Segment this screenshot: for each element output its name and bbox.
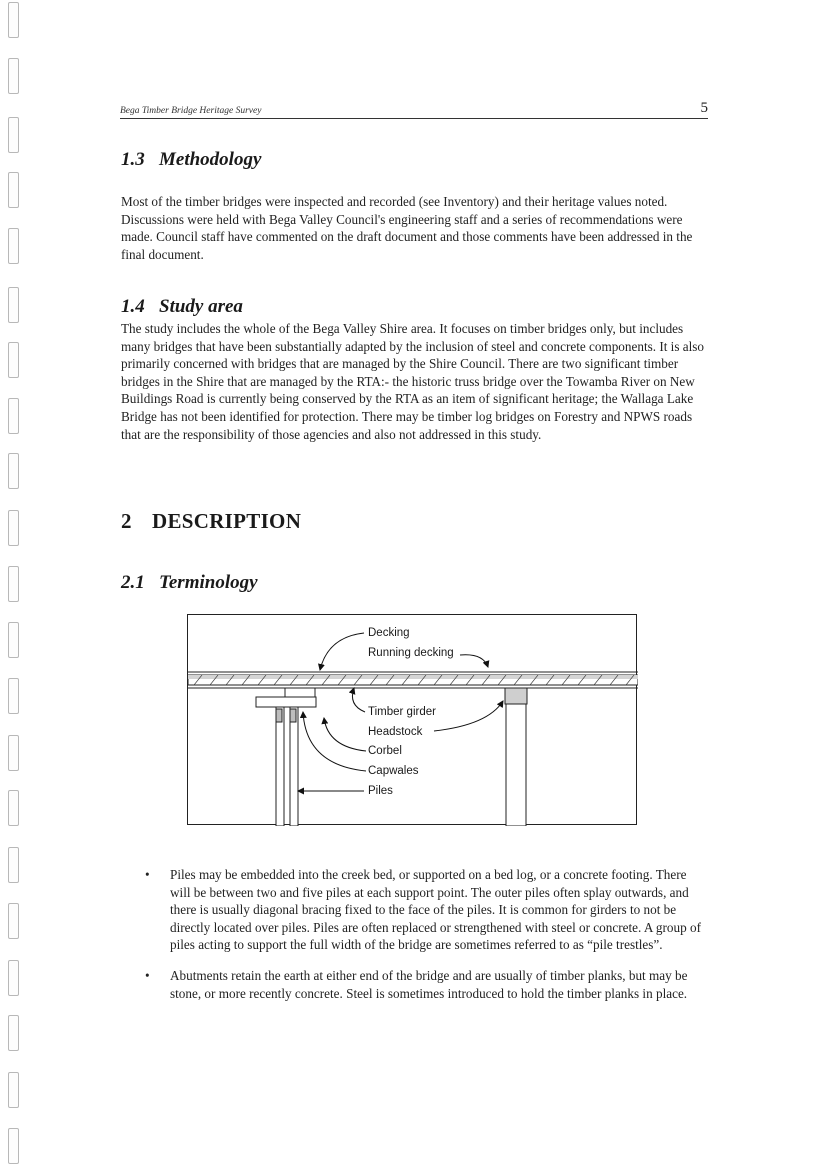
binder-hole	[8, 960, 19, 996]
section-number: 1.3	[121, 149, 145, 170]
label-corbel: Corbel	[368, 745, 402, 757]
binder-hole	[8, 117, 19, 153]
binder-hole	[8, 847, 19, 883]
right-pier	[505, 688, 527, 826]
binder-hole	[8, 1128, 19, 1164]
label-headstock: Headstock	[368, 726, 423, 738]
list-item	[143, 866, 703, 954]
page-number: 5	[700, 100, 708, 116]
binder-hole	[8, 1015, 19, 1051]
binder-hole	[8, 903, 19, 939]
section-number: 2.1	[121, 572, 145, 593]
label-running-decking: Running decking	[368, 647, 454, 659]
bullet-icon: •	[145, 967, 150, 983]
binder-hole	[8, 1072, 19, 1108]
binder-hole	[8, 622, 19, 658]
binder-hole	[8, 453, 19, 489]
binder-hole	[8, 510, 19, 546]
page-header	[120, 100, 708, 119]
binder-hole	[8, 228, 19, 264]
binder-hole	[8, 287, 19, 323]
binder-hole	[8, 790, 19, 826]
header-title: Bega Timber Bridge Heritage Survey	[120, 106, 262, 116]
terminology-bullet-list	[143, 866, 703, 1015]
label-decking: Decking	[368, 627, 410, 639]
section-heading-study-area	[121, 296, 243, 318]
study-area-paragraph: The study includes the whole of the Bega Valley Shire area. It focuses on timber bridges only, but includes many bridges that have been substantially adapted by the inclusion of steel and concrete components. It is also primarily concerned with bridges that are managed by the Shire Council. There are two significant timber bridges in the Shire that are managed by the RTA:- the historic truss bridge over the Towamba River on New Buildings Road is currently being conserved by the RTA as an item of significant heritage; the Wallaga Lake Bridge has not been identified for protection. There may be timber log bridges on Forestry and NPWS roads that are the responsibility of those agencies and also not addressed in this study.	[121, 321, 705, 442]
binder-hole	[8, 342, 19, 378]
bridge-terminology-diagram	[187, 614, 637, 825]
binder-holes	[0, 0, 30, 1170]
section-heading-methodology	[121, 149, 261, 171]
binder-hole	[8, 398, 19, 434]
methodology-paragraph: Most of the timber bridges were inspected and recorded (see Inventory) and their heritage values noted. Discussions were held with Bega Valley Council's engineering staff and a series of recommendations were made. Council staff have commented on the draft document and those comments have been addressed in the final document.	[121, 194, 693, 262]
chapter-title: DESCRIPTION	[152, 509, 302, 533]
list-item-text: Piles may be embedded into the creek bed, or supported on a bed log, or a concrete footing. There will be between two and five piles at each support point. The outer piles often splay outwards, and there is usually diagonal bracing fixed to the face of the piles. It is common for girders to not be directly located over piles. Piles are often replaced or strengthened with steel or concrete. A group of piles acting to support the full width of the bridge are sometimes referred to as “pile trestles”.	[170, 867, 701, 953]
left-pier	[256, 688, 316, 826]
list-item	[143, 967, 703, 1002]
binder-hole	[8, 58, 19, 94]
binder-hole	[8, 735, 19, 771]
chapter-number: 2	[121, 509, 132, 533]
list-item-text: Abutments retain the earth at either end of the bridge and are usually of timber planks, but may be stone, or more recently concrete. Steel is sometimes introduced to hold the timber planks in place.	[170, 967, 688, 1001]
binder-hole	[8, 566, 19, 602]
bullet-icon: •	[145, 867, 150, 882]
section-title: Terminology	[159, 572, 258, 593]
section-title: Methodology	[159, 149, 262, 170]
label-piles: Piles	[368, 785, 393, 797]
binder-hole	[8, 172, 19, 208]
chapter-heading-description	[121, 509, 301, 534]
binder-hole	[8, 2, 19, 38]
section-title: Study area	[159, 296, 243, 317]
section-heading-terminology	[121, 572, 258, 594]
section-number: 1.4	[121, 296, 145, 317]
binder-hole	[8, 678, 19, 714]
label-timber-girder: Timber girder	[368, 706, 436, 718]
label-capwales: Capwales	[368, 765, 419, 777]
deck-structure	[188, 672, 638, 688]
